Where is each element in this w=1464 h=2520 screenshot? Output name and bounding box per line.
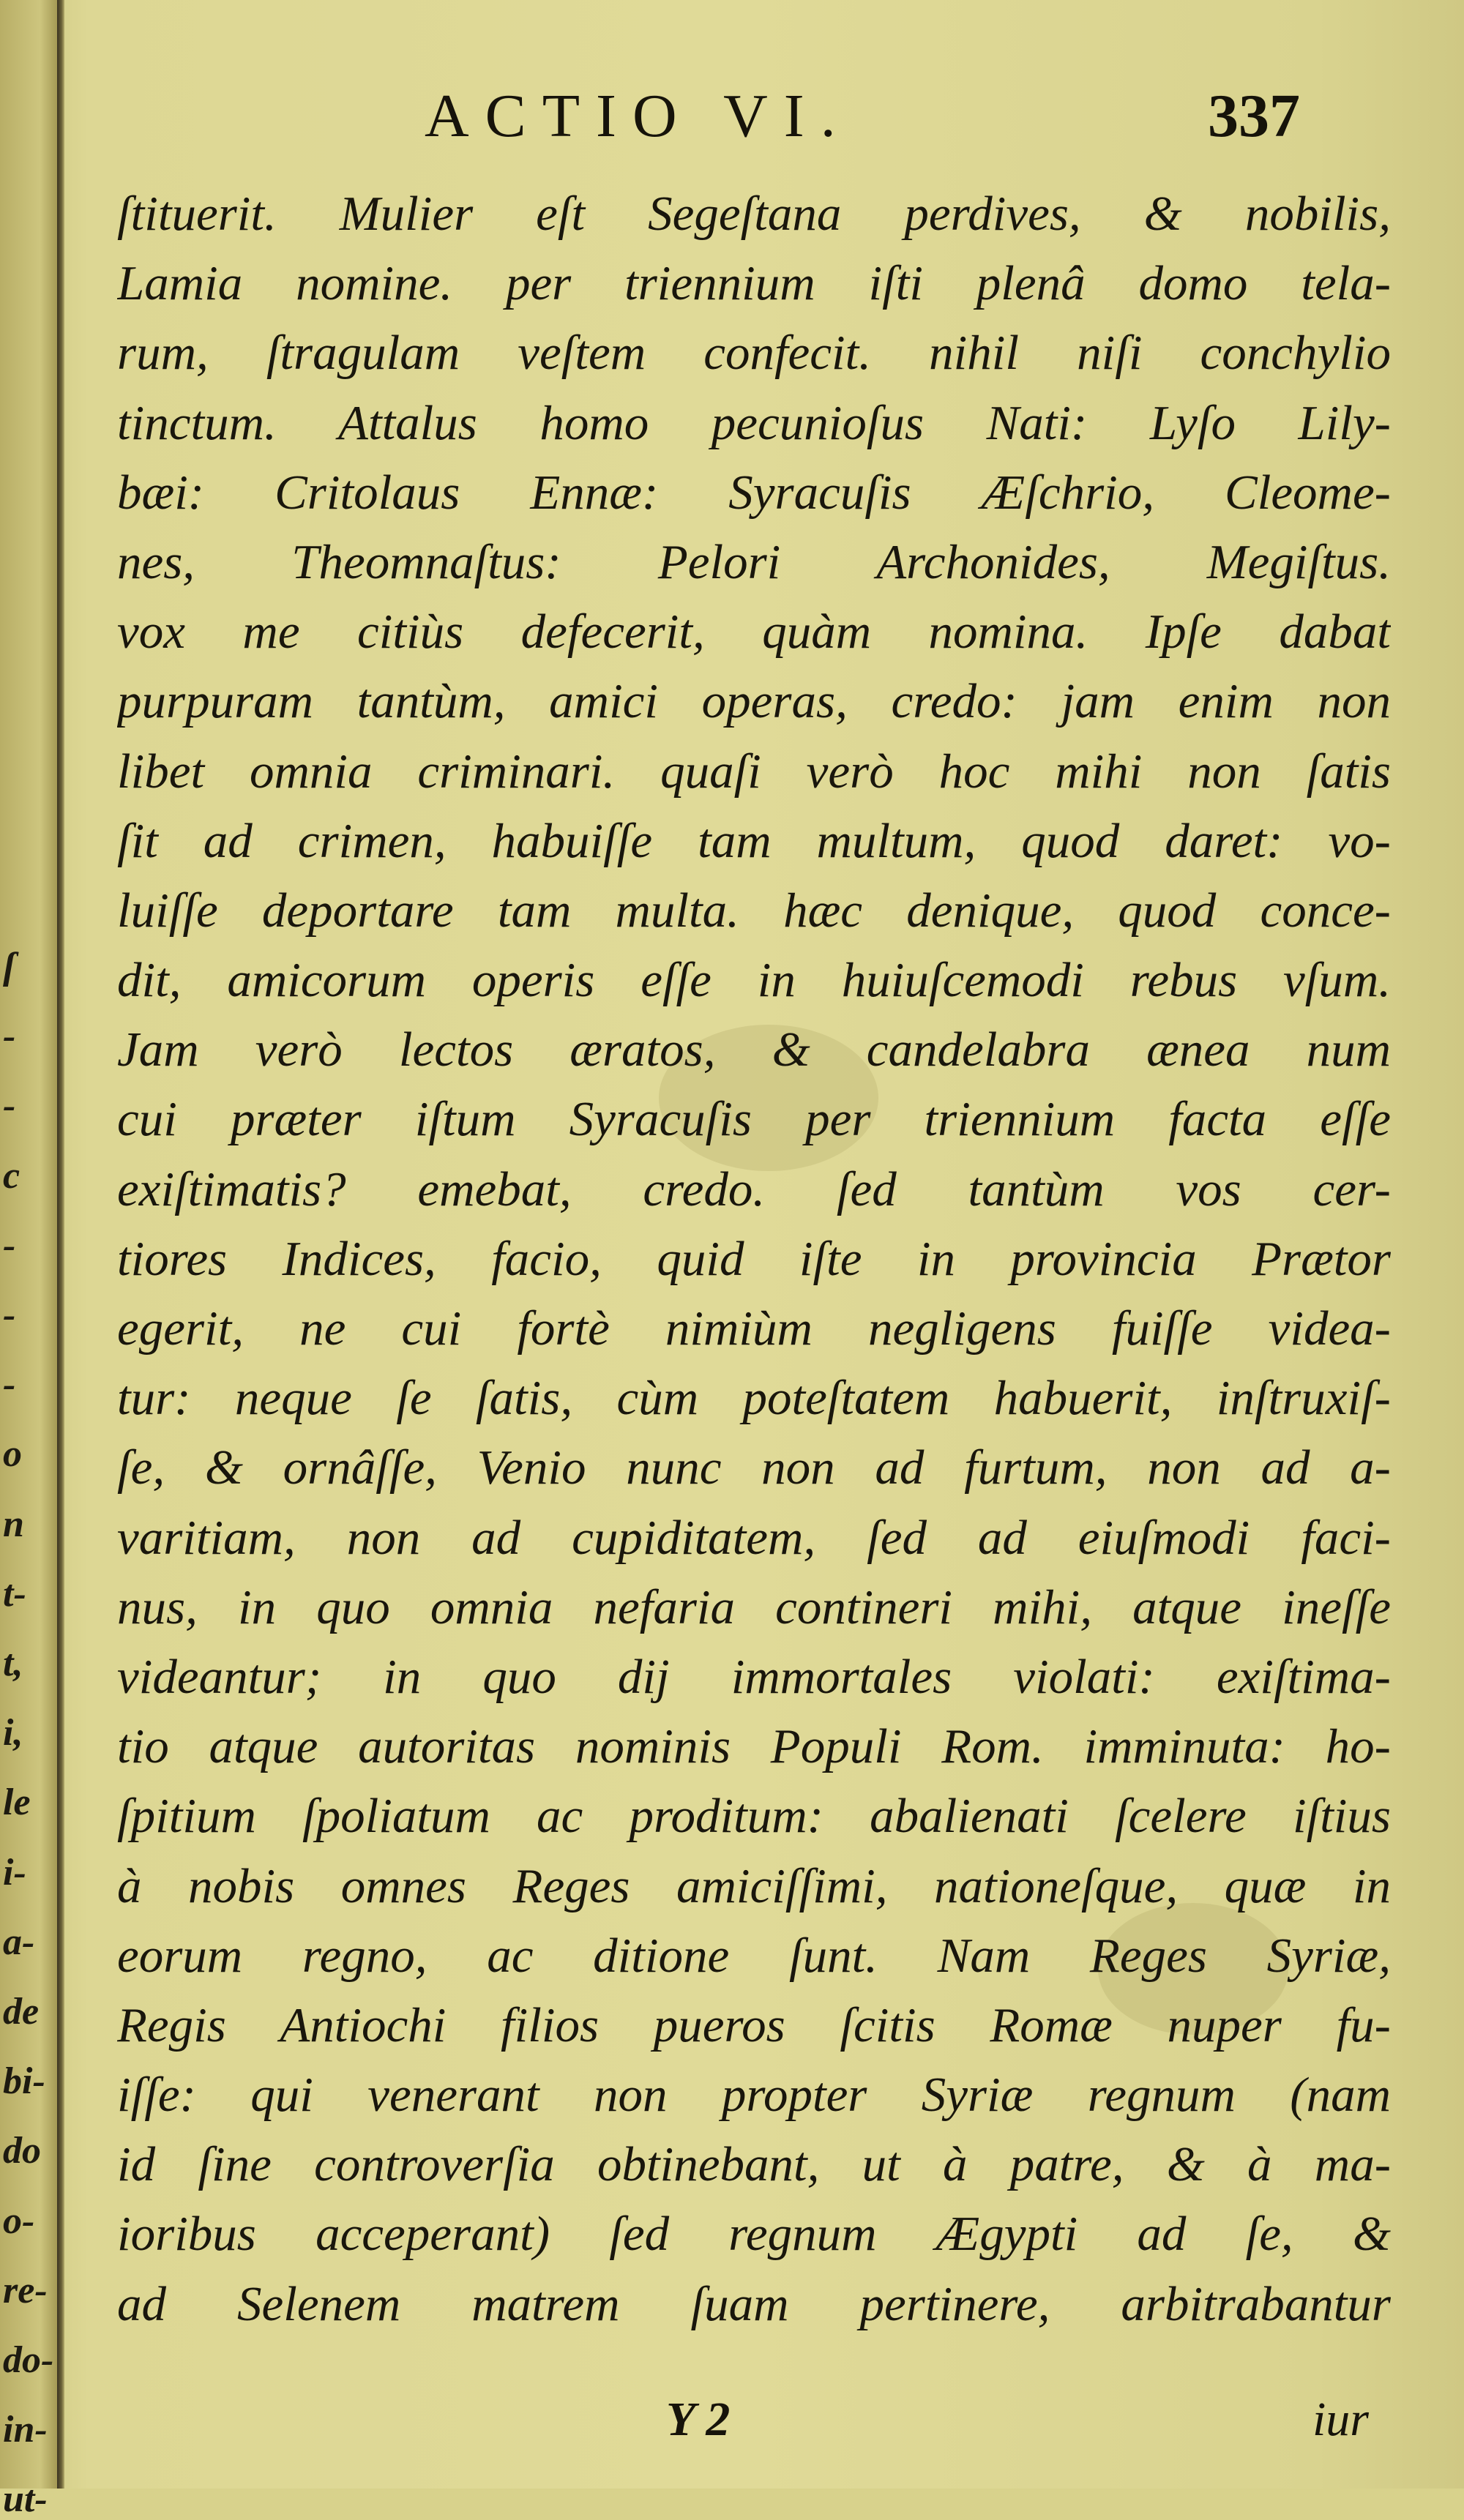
text-line: ad Selenem matrem ſuam pertinere, arbitrabantur bbox=[117, 2276, 1391, 2331]
body-text bbox=[117, 179, 1391, 2339]
facing-page-fragment: in- bbox=[3, 2409, 48, 2451]
text-line: cui præter iſtum Syracuſis per triennium facta eſſe bbox=[117, 1092, 1391, 1147]
facing-page-fragment: c bbox=[3, 1154, 20, 1197]
facing-page-fragment: ut- bbox=[3, 2478, 48, 2520]
catchword: iur bbox=[1312, 2393, 1369, 2446]
text-line: vox me citiùs defecerit, quàm nomina. Ipſe dabat bbox=[117, 605, 1391, 659]
facing-page-fragment: i, bbox=[3, 1712, 23, 1754]
facing-page-fragment: - bbox=[3, 1364, 16, 1406]
facing-page-fragment: do- bbox=[3, 2339, 54, 2381]
text-line: nes, Theomnaſtus: Pelori Archonides, Megiſtus. bbox=[117, 534, 1391, 589]
facing-page-fragment: n bbox=[3, 1503, 24, 1545]
text-line: exiſtimatis? emebat, credo. ſed tantùm vos cer- bbox=[117, 1162, 1391, 1216]
facing-page-fragment: i- bbox=[3, 1851, 26, 1893]
text-line: id ſine controverſia obtinebant, ut à patre, & à ma- bbox=[117, 2137, 1391, 2192]
text-line: bæi: Critolaus Ennæ: Syracuſis Æſchrio, Cleome- bbox=[117, 465, 1391, 520]
text-line: varitiam, non ad cupiditatem, ſed ad eiuſmodi faci- bbox=[117, 1510, 1391, 1565]
facing-page-fragment: a- bbox=[3, 1921, 35, 1963]
facing-page-fragment: t- bbox=[3, 1572, 26, 1615]
facing-page-fragment: ſ bbox=[3, 946, 16, 987]
facing-page-fragment: o- bbox=[3, 2199, 35, 2242]
text-line: nus, in quo omnia nefaria contineri mihi, atque ineſſe bbox=[117, 1579, 1391, 1634]
facing-page-fragment: bi- bbox=[3, 2060, 45, 2103]
facing-page-fragment: t, bbox=[3, 1642, 23, 1684]
text-line: Regis Antiochi filios pueros ſcitis Romæ nuper fu- bbox=[117, 1997, 1391, 2052]
facing-page-fragment: - bbox=[3, 1294, 16, 1336]
text-line: ſtituerit. Mulier eſt Segeſtana perdives, & nobilis, bbox=[117, 187, 1391, 241]
facing-page-fragment: le bbox=[3, 1781, 31, 1824]
text-line: eorum regno, ac ditione ſunt. Nam Reges Syriæ, bbox=[117, 1928, 1391, 1983]
text-line: tiores Indices, facio, quid iſte in provincia Prætor bbox=[117, 1231, 1391, 1286]
text-line: ſpitium ſpoliatum ac proditum: abalienati ſcelere iſtius bbox=[117, 1789, 1391, 1844]
signature-mark: Y 2 bbox=[666, 2393, 731, 2446]
facing-page-fragment: re- bbox=[3, 2269, 48, 2311]
text-line: ſe, & ornâſſe, Venio nunc non ad furtum, non ad a- bbox=[117, 1440, 1391, 1495]
text-line: luiſſe deportare tam multa. hæc denique, quod conce- bbox=[117, 883, 1391, 938]
text-line: ſit ad crimen, habuiſſe tam multum, quod daret: vo- bbox=[117, 813, 1391, 868]
facing-page-fragment: o bbox=[3, 1433, 22, 1476]
text-line: egerit, ne cui fortè nimiùm negligens fuiſſe videa- bbox=[117, 1301, 1391, 1356]
facing-page-fragment: - bbox=[3, 1085, 16, 1127]
text-line: videantur; in quo dij immortales violati: exiſtima- bbox=[117, 1649, 1391, 1704]
page-gutter bbox=[57, 0, 64, 2489]
text-line: rum, ſtragulam veſtem confecit. nihil niſi conchylio bbox=[117, 326, 1391, 381]
facing-page-fragment: - bbox=[3, 1015, 16, 1058]
text-line: ioribus acceperant) ſed regnum Ægypti ad ſe, & bbox=[117, 2207, 1391, 2262]
text-line: purpuram tantùm, amici operas, credo: jam enim non bbox=[117, 674, 1391, 729]
text-line: dit, amicorum operis eſſe in huiuſcemodi rebus vſum. bbox=[117, 953, 1391, 1008]
text-line: Jam verò lectos æratos, & candelabra ænea num bbox=[117, 1022, 1391, 1077]
text-line: libet omnia criminari. quaſi verò hoc mihi non ſatis bbox=[117, 744, 1391, 799]
page-footer bbox=[117, 2392, 1391, 2458]
page-header bbox=[102, 81, 1347, 161]
facing-page-fragment: do bbox=[3, 2130, 41, 2172]
text-line: tur: neque ſe ſatis, cùm poteſtatem habuerit, inſtruxiſ- bbox=[117, 1371, 1391, 1426]
text-line: iſſe: qui venerant non propter Syriæ regnum (nam bbox=[117, 2068, 1391, 2123]
facing-page-fragment: - bbox=[3, 1224, 16, 1266]
text-line: Lamia nomine. per triennium iſti plenâ domo tela- bbox=[117, 256, 1391, 311]
text-line: tinctum. Attalus homo pecunioſus Nati: Lyſo Lily- bbox=[117, 395, 1391, 450]
page-number: 337 bbox=[1208, 82, 1300, 150]
text-line: tio atque autoritas nominis Populi Rom. imminuta: ho- bbox=[117, 1719, 1391, 1774]
text-line: à nobis omnes Reges amiciſſimi, nationeſque, quæ in bbox=[117, 1858, 1391, 1913]
running-title: ACTIO VI. bbox=[425, 82, 852, 150]
facing-page-fragment: de bbox=[3, 1991, 40, 2033]
